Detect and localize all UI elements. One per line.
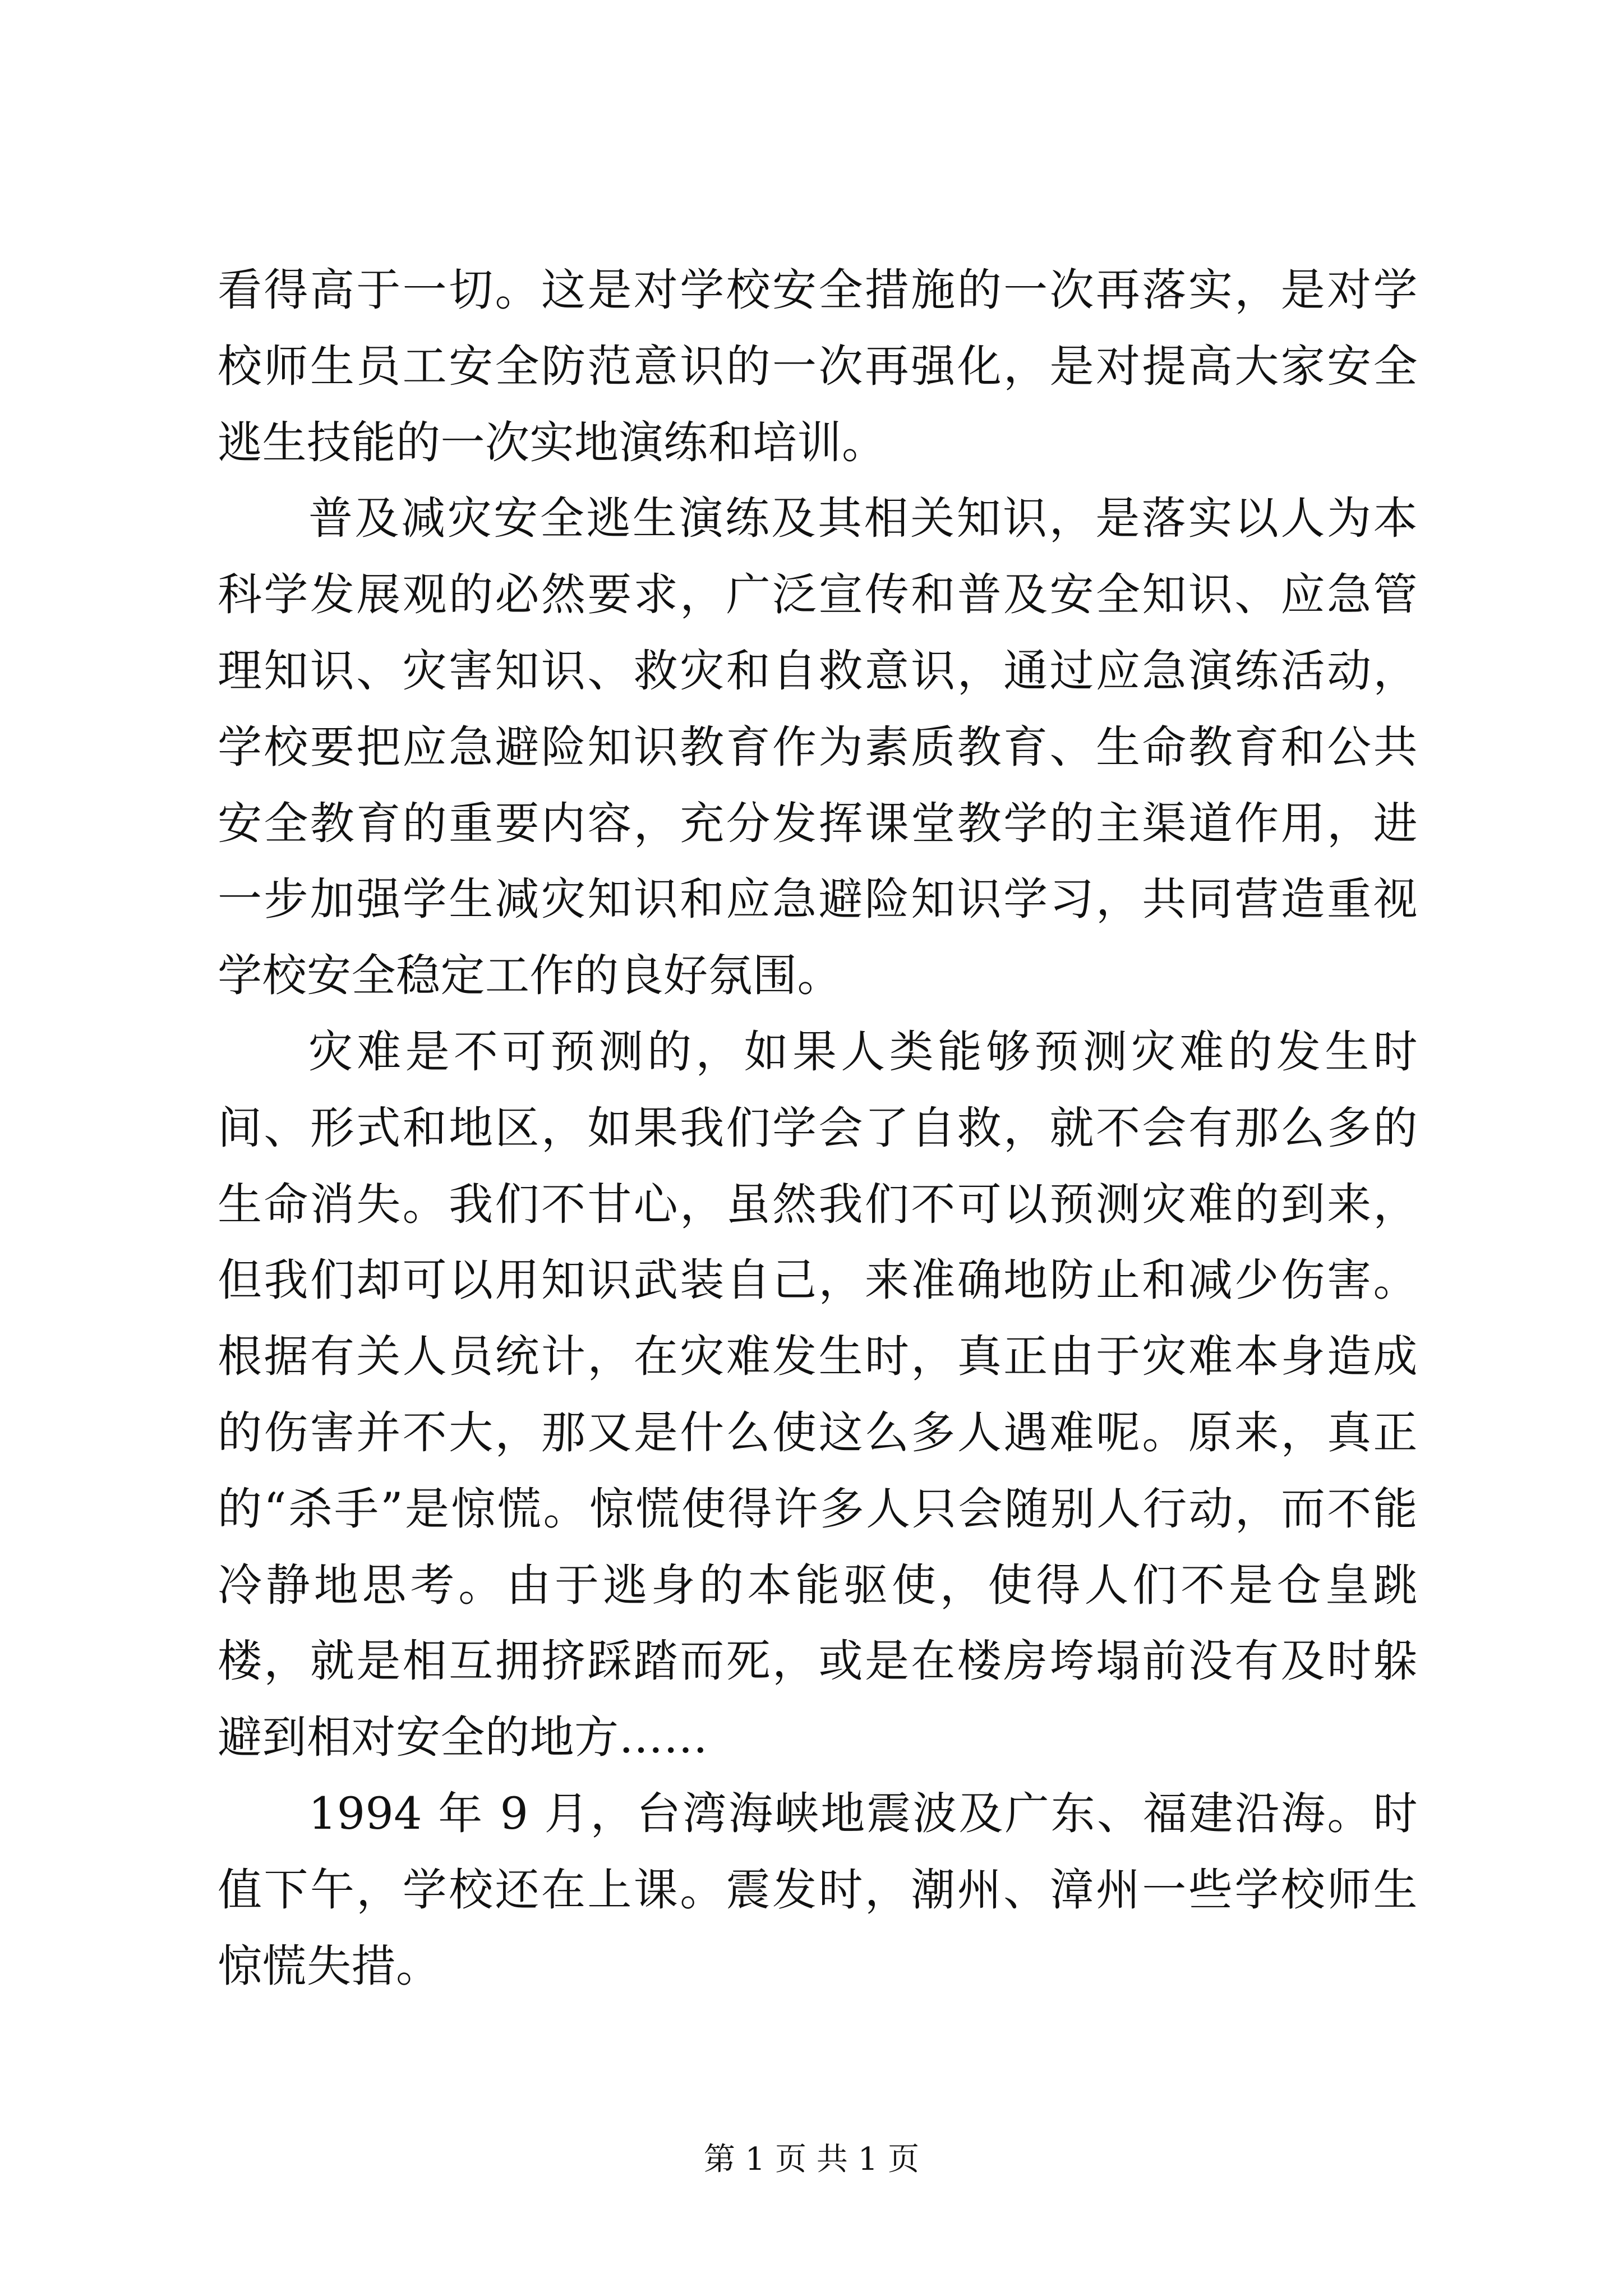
document-body [218,252,1418,2004]
paragraph-disaster-education: 普及减灾安全逃生演练及其相关知识，是落实以人为本科学发展观的必然要求，广泛宣传和普及安全知识、应急管理知识、灾害知识、救灾和自救意识，通过应急演练活动，学校要把应急避险知识教育作为素质教育、生命教育和公共安全教育的重要内容，充分发挥课堂教学的主渠道作用，进一步加强学生减灾知识和应急避险知识学习，共同营造重视学校安全稳定工作的良好氛围。 [218,493,1418,1002]
page-footer: 第 1 页 共 1 页 [703,2141,920,2178]
paragraph-continued: 看得高于一切。这是对学校安全措施的一次再落实，是对学校师生员工安全防范意识的一次再强化，是对提高大家安全逃生技能的一次实地演练和培训。 [218,264,1418,468]
paragraph-1994-earthquake: 1994 年 9 月，台湾海峡地震波及广东、福建沿海。时值下午，学校还在上课。震发时，潮州、漳州一些学校师生惊慌失措。 [218,1787,1418,1992]
paragraph-panic-danger: 灾难是不可预测的，如果人类能够预测灾难的发生时间、形式和地区，如果我们学会了自救，就不会有那么多的生命消失。我们不甘心，虽然我们不可以预测灾难的到来，但我们却可以用知识武装自己，来准确地防止和减少伤害。根据有关人员统计，在灾难发生时，真正由于灾难本身造成的伤害并不大，那又是什么使这么多人遇难呢。原来，真正的“杀手”是惊慌。惊慌使得许多人只会随别人行动，而不能冷静地思考。由于逃身的本能驱使，使得人们不是仓皇跳楼，就是相互拥挤踩踏而死，或是在楼房垮塌前没有及时躲避到相对安全的地方…… [218,1025,1418,1764]
